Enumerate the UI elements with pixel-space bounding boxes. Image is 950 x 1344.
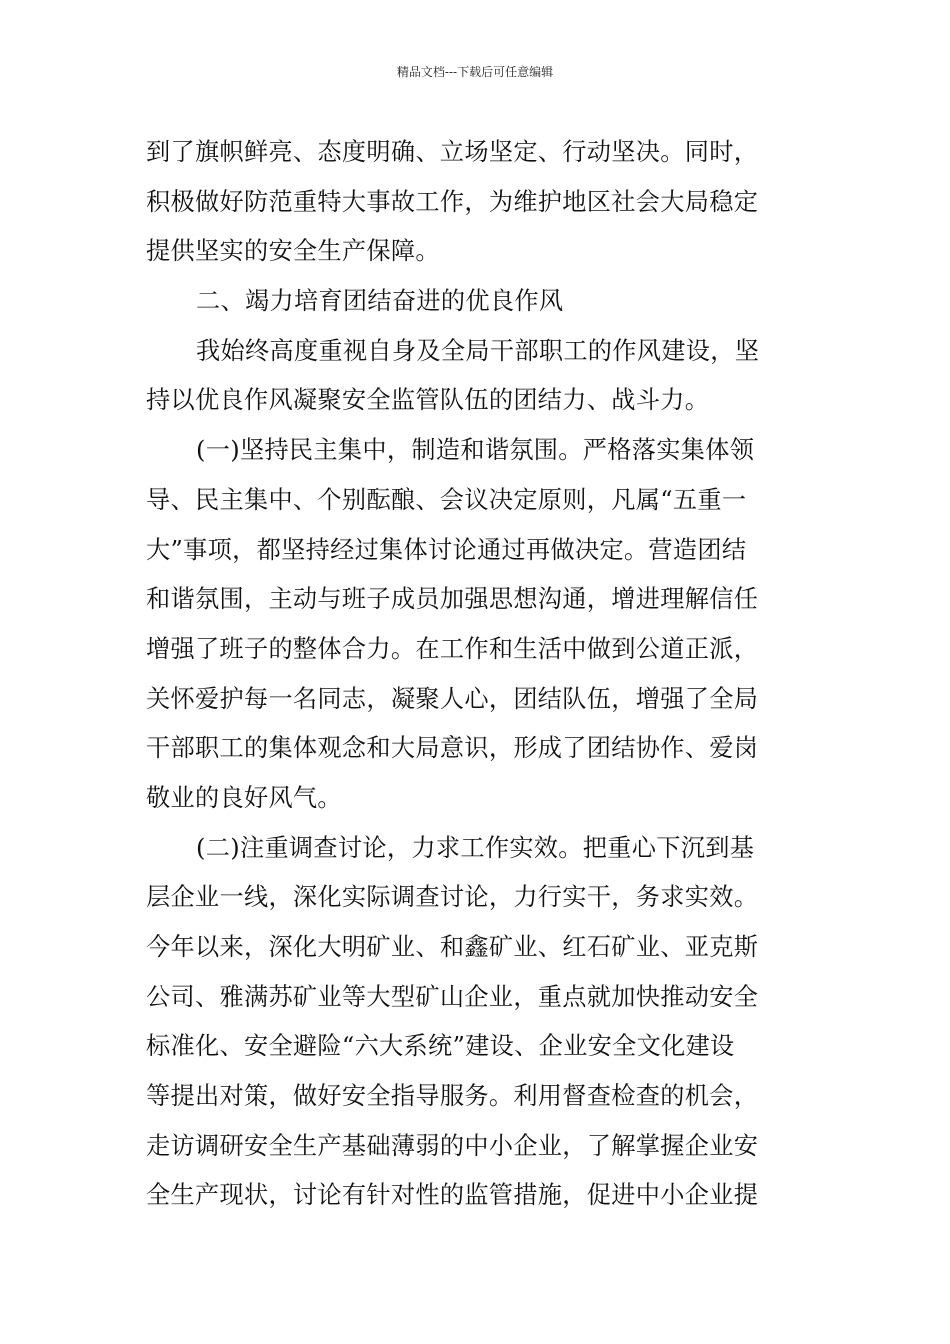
text-line: 标准化、安全避险“六大系统”建设、企业安全文化建设 [146, 1032, 735, 1061]
text-line: 走访调研安全生产基础薄弱的中小企业，了解掌握企业安 [146, 1131, 759, 1160]
text-line: 公司、雅满苏矿业等大型矿山企业，重点就加快推动安全 [146, 982, 759, 1011]
text-line: 敬业的良好风气。 [146, 783, 342, 812]
text-line: 层企业一线，深化实际调查讨论，力行实干，务求实效。 [146, 883, 759, 912]
text-line: 导、民主集中、个别酝酿、会议决定原则，凡属“五重一 [146, 485, 747, 514]
document-body [146, 128, 810, 1221]
text-line: 大”事项，都坚持经过集体讨论通过再做决定。营造团结 [146, 535, 747, 564]
text-line: 干部职工的集体观念和大局意识，形成了团结协作、爱岗 [146, 734, 759, 763]
text-line: 等提出对策，做好安全指导服务。利用督查检查的机会， [146, 1082, 759, 1111]
text-line: (一)坚持民主集中，制造和谐氛围。严格落实集体领 [196, 436, 755, 465]
text-line: (二)注重调查讨论，力求工作实效。把重心下沉到基 [196, 833, 755, 862]
page-header: 精品文档---下载后可任意编辑 [396, 65, 554, 79]
section-heading: 二、竭力培育团结奋进的优良作风 [196, 287, 564, 316]
text-line: 全生产现状，讨论有针对性的监管措施，促进中小企业提 [146, 1181, 759, 1210]
text-line: 和谐氛围，主动与班子成员加强思想沟通，增进理解信任 [146, 585, 759, 614]
text-line: 积极做好防范重特大事故工作，为维护地区社会大局稳定 [146, 187, 759, 216]
text-line: 提供坚实的安全生产保障。 [146, 237, 440, 266]
text-line: 持以优良作风凝聚安全监管队伍的团结力、战斗力。 [146, 386, 710, 415]
text-line: 我始终高度重视自身及全局干部职工的作风建设，坚 [196, 336, 760, 365]
text-line: 今年以来，深化大明矿业、和鑫矿业、红石矿业、亚克斯 [146, 933, 759, 961]
text-line: 到了旗帜鲜亮、态度明确、立场坚定、行动坚决。同时， [146, 138, 759, 166]
text-line: 关怀爱护每一名同志，凝聚人心，团结队伍，增强了全局 [146, 684, 759, 713]
text-line: 增强了班子的整体合力。在工作和生活中做到公道正派， [146, 634, 759, 663]
